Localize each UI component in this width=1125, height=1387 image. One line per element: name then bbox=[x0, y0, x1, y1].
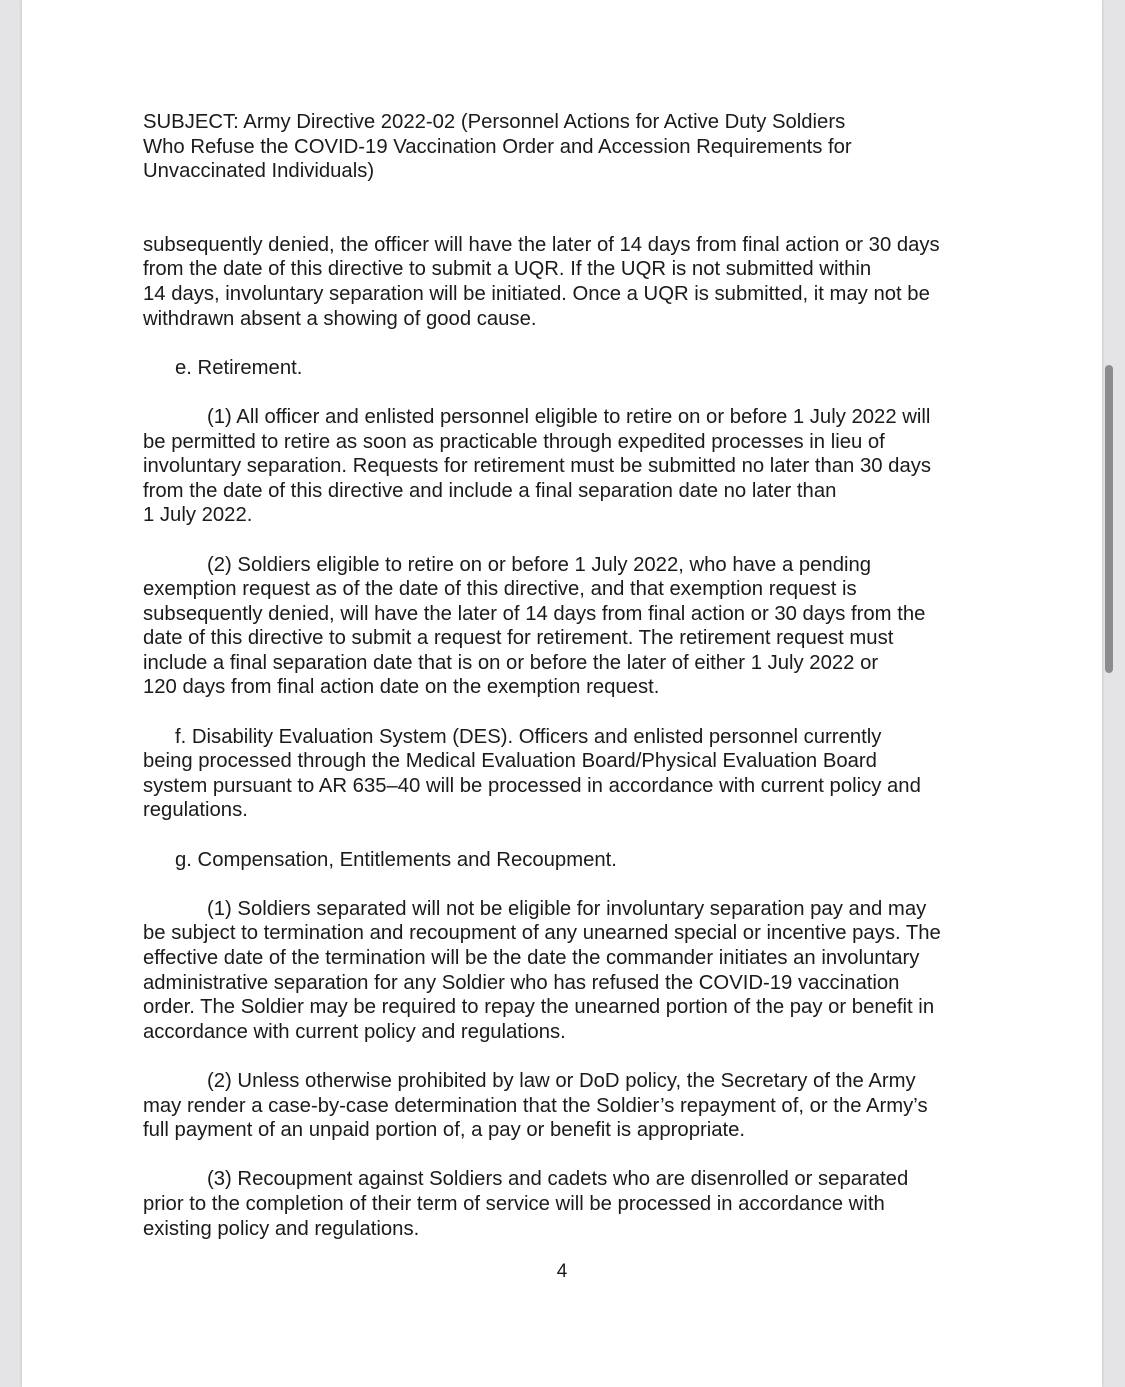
text-line: prior to the completion of their term of service will be processed in accordance with bbox=[143, 1192, 885, 1215]
text-line: accordance with current policy and regulations. bbox=[143, 1020, 566, 1043]
text-line: subsequently denied, the officer will have the later of 14 days from final action or 30 days bbox=[143, 233, 940, 256]
text-line: 14 days, involuntary separation will be initiated. Once a UQR is submitted, it may not be bbox=[143, 282, 930, 305]
text-line: may render a case-by-case determination that the Soldier’s repayment of, or the Army’s bbox=[143, 1094, 928, 1117]
text-line: include a final separation date that is on or before the later of either 1 July 2022 or bbox=[143, 651, 879, 674]
paragraph-e-heading bbox=[143, 356, 993, 381]
subject-line: Unvaccinated Individuals) bbox=[143, 160, 375, 183]
subject-line: SUBJECT: Army Directive 2022-02 (Personnel Actions for Active Duty Soldiers bbox=[143, 111, 846, 133]
text-line: system pursuant to AR 635–40 will be processed in accordance with current policy and bbox=[143, 774, 921, 797]
text-line: existing policy and regulations. bbox=[143, 1217, 420, 1240]
text-line: 120 days from final action date on the exemption request. bbox=[143, 676, 660, 699]
text-line: being processed through the Medical Evaluation Board/Physical Evaluation Board bbox=[143, 750, 877, 773]
text-line: involuntary separation. Requests for retirement must be submitted no later than 30 days bbox=[143, 455, 932, 478]
paragraph-continuation bbox=[143, 233, 993, 331]
text-line: regulations. bbox=[143, 799, 248, 822]
subject-heading bbox=[143, 110, 993, 184]
text-line: effective date of the termination will be the date the commander initiates an involuntary bbox=[143, 947, 920, 969]
text-line: be subject to termination and recoupment of any unearned special or incentive pays. The bbox=[143, 922, 941, 945]
text-line: exemption request as of the date of this directive, and that exemption request is bbox=[143, 578, 857, 601]
text-line: 1 July 2022. bbox=[143, 504, 253, 527]
text-line: order. The Soldier may be required to repay the unearned portion of the pay or benefit in bbox=[143, 996, 935, 1019]
scrollbar-thumb[interactable] bbox=[1105, 365, 1113, 673]
page-number: 4 bbox=[556, 1261, 568, 1282]
text-line: (1) Soldiers separated will not be eligible for involuntary separation pay and may bbox=[207, 897, 927, 920]
paragraph-g-heading bbox=[143, 848, 993, 873]
text-line: (2) Soldiers eligible to retire on or before 1 July 2022, who have a pending bbox=[207, 553, 872, 576]
text-line: f. Disability Evaluation System (DES). Officers and enlisted personnel currently bbox=[175, 725, 882, 748]
vertical-scrollbar[interactable] bbox=[1105, 365, 1113, 673]
text-line: from the date of this directive to submit a UQR. If the UQR is not submitted within bbox=[143, 258, 872, 281]
paragraph-e-1 bbox=[143, 405, 993, 528]
text-line: date of this directive to submit a request for retirement. The retirement request must bbox=[143, 627, 894, 650]
text-line: (1) All officer and enlisted personnel eligible to retire on or before 1 July 2022 will bbox=[207, 405, 931, 428]
page-body bbox=[143, 110, 993, 1241]
text-line: (2) Unless otherwise prohibited by law or DoD policy, the Secretary of the Army bbox=[207, 1069, 916, 1092]
text-line: e. Retirement. bbox=[175, 356, 303, 379]
paragraph-g-2 bbox=[143, 1069, 993, 1143]
text-line: full payment of an unpaid portion of, a pay or benefit is appropriate. bbox=[143, 1119, 746, 1142]
paragraph-f bbox=[143, 725, 993, 823]
paragraph-g-1 bbox=[143, 897, 993, 1045]
text-line: administrative separation for any Soldier who has refused the COVID-19 vaccination bbox=[143, 971, 900, 994]
text-line: be permitted to retire as soon as practicable through expedited processes in lieu of bbox=[143, 430, 885, 453]
text-line: (3) Recoupment against Soldiers and cadets who are disenrolled or separated bbox=[207, 1168, 909, 1191]
text-line: g. Compensation, Entitlements and Recoupment. bbox=[175, 848, 617, 871]
text-line: subsequently denied, will have the later of 14 days from final action or 30 days from the bbox=[143, 602, 926, 625]
text-line: withdrawn absent a showing of good cause. bbox=[143, 307, 537, 330]
document-page bbox=[22, 0, 1102, 1387]
paragraph-e-2 bbox=[143, 553, 993, 701]
paragraph-g-3 bbox=[143, 1167, 993, 1241]
text-line: from the date of this directive and include a final separation date no later than bbox=[143, 479, 837, 502]
subject-line: Who Refuse the COVID-19 Vaccination Order and Accession Requirements for bbox=[143, 135, 852, 158]
